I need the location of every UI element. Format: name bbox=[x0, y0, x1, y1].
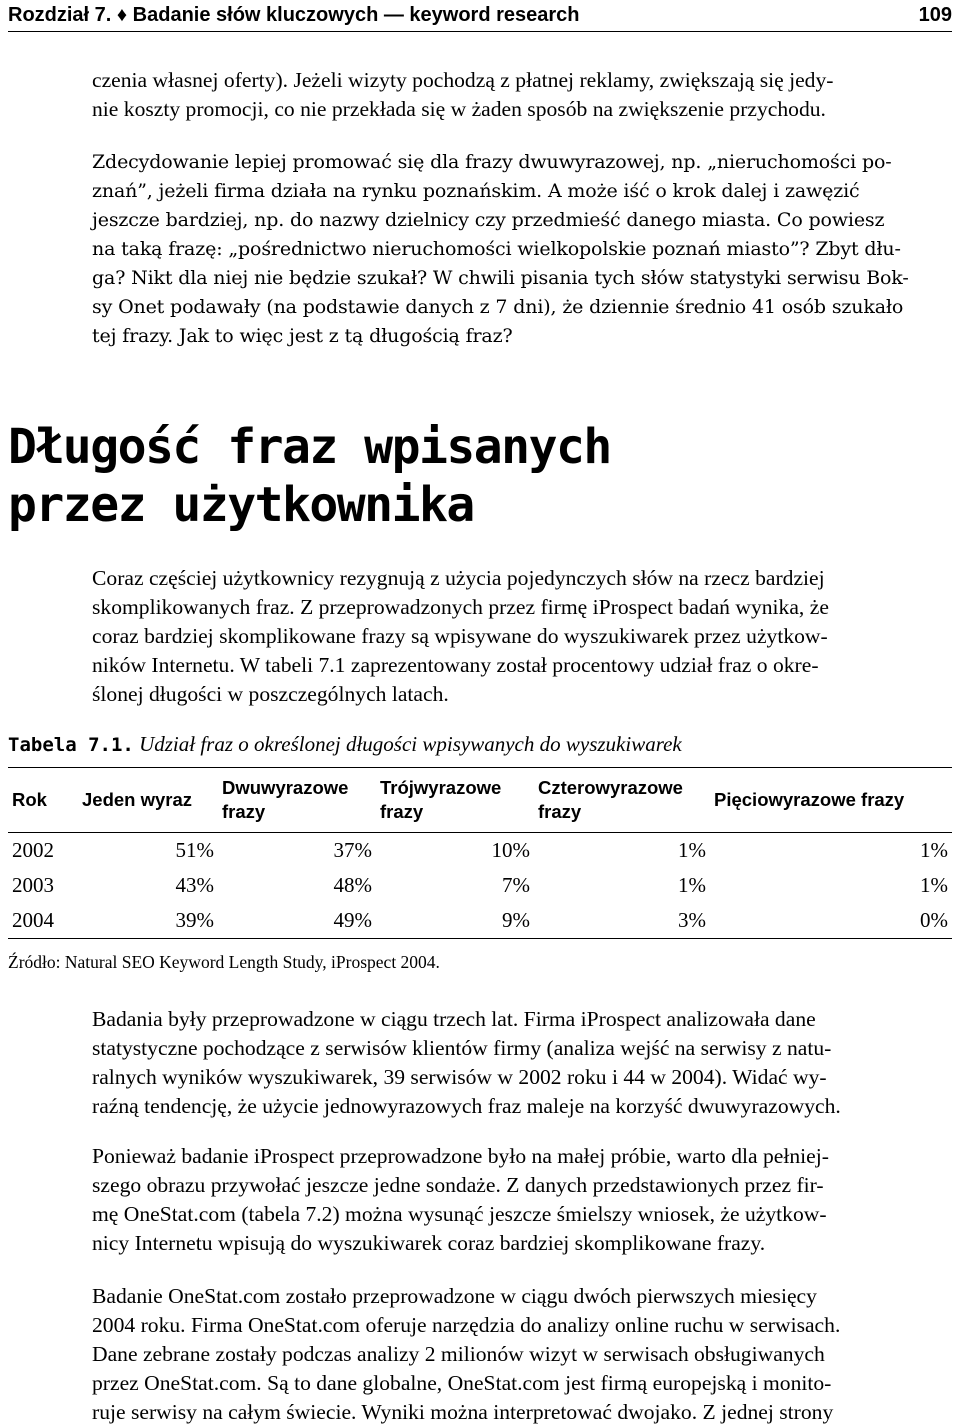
table-cell: 48% bbox=[333, 873, 372, 897]
table-cell: 9% bbox=[376, 903, 534, 939]
page-number: 109 bbox=[918, 4, 952, 26]
text-line: ślonej długości w poszczególnych latach. bbox=[92, 682, 449, 706]
paragraph-onestat-study bbox=[92, 1282, 952, 1427]
table-cell: 51% bbox=[175, 838, 214, 862]
text-line: na taką frazę: „pośrednictwo nieruchomości wielkopolskie poznań miasto”? Zbyt dłu- bbox=[92, 238, 901, 260]
table-row bbox=[8, 903, 952, 939]
text-line: Ponieważ badanie iProspect przeprowadzone było na małej próbie, warto dla pełniej- bbox=[92, 1144, 829, 1168]
table-cell: 10% bbox=[491, 838, 530, 862]
table-cell: 43% bbox=[175, 873, 214, 897]
table-row bbox=[8, 833, 952, 869]
column-header: Trójwyrazowe frazy bbox=[376, 768, 534, 833]
phrase-length-table bbox=[8, 767, 952, 939]
text-line: coraz bardziej skomplikowane frazy są wpisywane do wyszukiwarek przez użytkow- bbox=[92, 624, 828, 648]
text-line: Zdecydowanie lepiej promować się dla frazy dwuwyrazowej, np. „nieruchomości po- bbox=[92, 151, 892, 173]
text-line: szego obrazu przywołać jeszcze jedne sondaże. Z danych przedstawionych przez fir- bbox=[92, 1173, 824, 1197]
section-heading bbox=[8, 418, 611, 534]
table-header-row bbox=[8, 768, 952, 833]
table-cell: 37% bbox=[333, 838, 372, 862]
table-caption-text: Udział fraz o określonej długości wpisywanych do wyszukiwarek bbox=[139, 732, 682, 756]
table-cell: 2003 bbox=[12, 873, 54, 897]
table-row bbox=[8, 868, 952, 903]
table-cell: 0% bbox=[710, 903, 952, 939]
table-cell: 3% bbox=[534, 903, 710, 939]
heading-line: przez użytkownika bbox=[8, 477, 474, 533]
column-header: Czterowyrazowe frazy bbox=[534, 768, 710, 833]
text-line: czenia własnej oferty). Jeżeli wizyty pochodzą z płatnej reklamy, zwiększają się jedy- bbox=[92, 68, 834, 92]
table-cell: 2002 bbox=[12, 838, 54, 862]
table-caption bbox=[8, 732, 682, 757]
column-header: Rok bbox=[8, 768, 78, 833]
table-cell: 1% bbox=[920, 873, 948, 897]
text-line: ga? Nikt dla niej nie będzie szukał? W chwili pisania tych słów statystyki serwisu Bok- bbox=[92, 267, 909, 289]
table-source-note: Źródło: Natural SEO Keyword Length Study, iProspect 2004. bbox=[8, 952, 440, 972]
text-line: tej frazy. Jak to więc jest z tą długością fraz? bbox=[92, 325, 513, 347]
chapter-title: Rozdział 7. ♦ Badanie słów kluczowych — keyword research bbox=[8, 4, 580, 26]
text-line: Coraz częściej użytkownicy rezygnują z użycia pojedynczych słów na rzecz bardziej bbox=[92, 566, 825, 590]
table-cell: 7% bbox=[502, 873, 530, 897]
paragraph-onestat-intro bbox=[92, 1142, 952, 1258]
text-line: Badania były przeprowadzone w ciągu trzech lat. Firma iProspect analizowała dane bbox=[92, 1007, 816, 1031]
text-line: 2004 roku. Firma OneStat.com oferuje narzędzia do analizy online ruchu w serwisach. bbox=[92, 1313, 841, 1337]
text-line: nicy Internetu wpisują do wyszukiwarek coraz bardziej skomplikowane frazy. bbox=[92, 1231, 766, 1255]
text-line: mę OneStat.com (tabela 7.2) można wysunąć jeszcze śmielszy wniosek, że użytkow- bbox=[92, 1202, 827, 1226]
text-line: ruje serwisy na całym świecie. Wyniki można interpretować dwojako. Z jednej strony bbox=[92, 1400, 834, 1424]
text-line: znań”, jeżeli firma działa na rynku poznańskim. A może iść o krok dalej i zawęzić bbox=[92, 180, 860, 202]
text-line: Badanie OneStat.com zostało przeprowadzone w ciągu dwóch pierwszych miesięcy bbox=[92, 1284, 817, 1308]
text-line: przez OneStat.com. Są to dane globalne, OneStat.com jest firmą europejską i monito- bbox=[92, 1371, 832, 1395]
paragraph-example bbox=[92, 148, 952, 351]
table-cell: 1% bbox=[678, 838, 706, 862]
table-cell: 2004 bbox=[8, 903, 78, 939]
table-cell: 39% bbox=[78, 903, 218, 939]
table-cell: 1% bbox=[920, 838, 948, 862]
heading-line: Długość fraz wpisanych bbox=[8, 419, 611, 475]
paragraph-continuation bbox=[92, 66, 952, 124]
text-line: jeszcze bardziej, np. do nazwy dzielnicy czy przedmieść danego miasta. Co powiesz bbox=[92, 209, 885, 231]
column-header: Pięciowyrazowe frazy bbox=[710, 768, 952, 833]
table-cell: 49% bbox=[218, 903, 376, 939]
text-line: statystyczne pochodzące z serwisów klientów firmy (analiza wejść na serwisy z natu- bbox=[92, 1036, 832, 1060]
paragraph-study bbox=[92, 1005, 952, 1121]
text-line: ników Internetu. W tabeli 7.1 zaprezentowany został procentowy udział fraz o okre- bbox=[92, 653, 819, 677]
column-header: Jeden wyraz bbox=[78, 768, 218, 833]
text-line: Dane zebrane zostały podczas analizy 2 milionów wizyt w serwisach obsługiwanych bbox=[92, 1342, 825, 1366]
table-caption-label: Tabela 7.1. bbox=[8, 734, 134, 756]
running-header bbox=[8, 0, 952, 32]
text-line: skomplikowanych fraz. Z przeprowadzonych przez firmę iProspect badań wynika, że bbox=[92, 595, 829, 619]
column-header: Dwuwyrazowe frazy bbox=[218, 768, 376, 833]
text-line: sy Onet podawały (na podstawie danych z 7 dni), że dziennie średnio 41 osób szukało bbox=[92, 296, 904, 318]
text-line: raźną tendencję, że użycie jednowyrazowych fraz maleje na korzyść dwuwyrazowych. bbox=[92, 1094, 841, 1118]
table-cell: 1% bbox=[678, 873, 706, 897]
paragraph-intro bbox=[92, 564, 952, 709]
text-line: nie koszty promocji, co nie przekłada się w żaden sposób na zwiększenie przychodu. bbox=[92, 97, 826, 121]
text-line: ralnych wyników wyszukiwarek, 39 serwisów w 2002 roku i 44 w 2004). Widać wy- bbox=[92, 1065, 827, 1089]
